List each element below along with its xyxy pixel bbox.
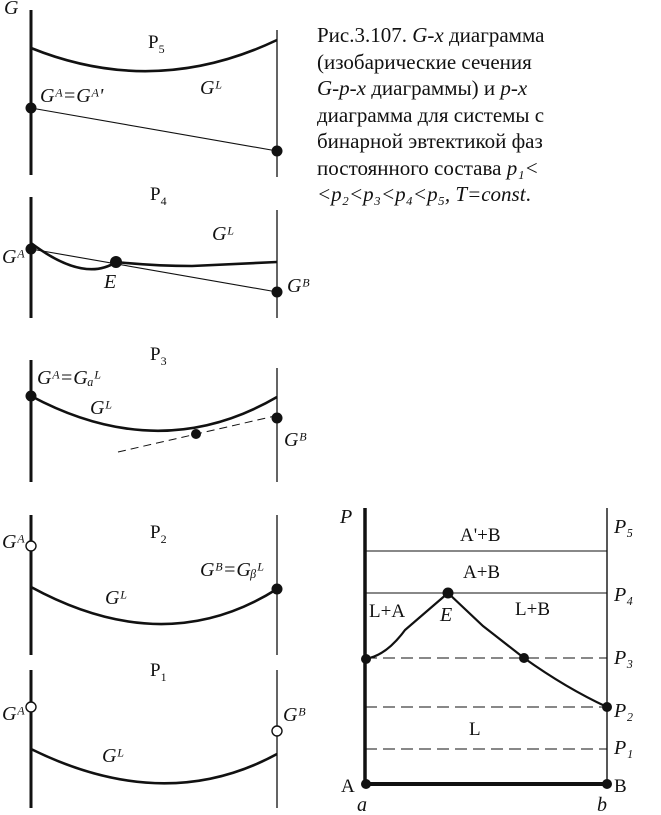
gx-panel-p5	[26, 10, 283, 177]
caption-text-run: Рис.3.107.	[317, 23, 413, 47]
gx-panel-p1	[2, 660, 306, 808]
pressure-label-p1: $P_1$	[150, 660, 167, 684]
liquid-gibbs-curve	[31, 749, 277, 783]
component-label-b: B	[614, 776, 627, 797]
label-ga: Gᴬ	[2, 246, 25, 268]
point-p2-b	[602, 702, 612, 712]
label-gb-equals-gbl: Gᴮ=Gᵦᴸ	[200, 559, 265, 581]
point-p3-liquidus	[519, 653, 529, 663]
right-level-p5: P₅	[614, 516, 634, 538]
point-eutectic	[443, 588, 454, 599]
right-level-p1: P₁	[614, 737, 634, 759]
common-tangent	[31, 249, 277, 292]
label-eutectic-e: E	[440, 604, 453, 626]
caption-text-run: диаграммы) и	[365, 76, 501, 100]
solid-tie-line	[31, 108, 277, 151]
pressure-label-p5: $P_5$	[148, 32, 165, 56]
point-ga	[26, 391, 37, 402]
right-level-p3: P₃	[614, 647, 634, 669]
component-label-a: A	[341, 776, 355, 797]
caption-text-run: бинарной эвтектикой фаз	[317, 129, 543, 153]
composition-label-b: b	[597, 794, 607, 815]
caption-italic-run: p-x	[500, 76, 528, 100]
caption-text-run: (изобарические сечения	[317, 49, 532, 74]
caption-italic-run: p₁<	[506, 155, 539, 180]
label-gl: Gᴸ	[200, 77, 223, 99]
label-ga-equals-gal: Gᴬ=Gₐᴸ	[37, 367, 102, 389]
label-gl: Gᴸ	[105, 587, 128, 609]
px-diagram	[339, 506, 633, 815]
liquid-gibbs-curve	[31, 396, 277, 431]
right-level-p2: P₂	[614, 700, 634, 722]
point-corner-a	[361, 779, 371, 789]
region-label-a-prime-b: A'+B	[460, 525, 501, 546]
point-gb	[272, 413, 283, 424]
pressure-label-p3: $P_3$	[150, 344, 167, 368]
region-label-a-b: A+B	[463, 562, 501, 583]
point-corner-b	[602, 779, 612, 789]
label-gl: Gᴸ	[102, 745, 125, 767]
label-gb: Gᴮ	[287, 275, 310, 297]
label-gb: Gᴮ	[283, 704, 306, 726]
label-gl: Gᴸ	[212, 223, 235, 245]
point-ga	[26, 103, 37, 114]
composition-label-a: a	[357, 794, 367, 815]
point-gb-open	[272, 726, 282, 736]
px-axis-label: P	[340, 506, 353, 528]
point-gb	[272, 287, 283, 298]
pressure-label-p4: $P_4$	[150, 184, 167, 208]
gx-panel-p3	[26, 344, 307, 482]
region-label-l-a: L+A	[369, 601, 406, 622]
region-label-l-b: L+B	[515, 599, 550, 620]
right-level-p4: P₄	[614, 584, 634, 606]
gx-panel-p2	[2, 515, 283, 655]
label-gl: Gᴸ	[90, 397, 113, 419]
point-gb	[272, 584, 283, 595]
axis-label-g: G	[4, 0, 19, 19]
region-label-l: L	[469, 719, 481, 740]
label-ga: Gᴬ	[2, 703, 25, 725]
label-e: E	[104, 271, 117, 293]
label-gb: Gᴮ	[284, 429, 307, 451]
point-tangent	[191, 429, 201, 439]
caption-italic-run: <p₂<p₃<p₄<p₅, T=const	[317, 182, 526, 206]
point-gb	[272, 146, 283, 157]
caption-text-run: диаграмма для системы с	[317, 102, 545, 127]
caption-text-run: .	[525, 182, 531, 206]
point-ga-open	[26, 541, 36, 551]
point-ga	[26, 244, 37, 255]
caption-text-run: постоянного состава	[317, 155, 507, 180]
gx-panel-p4	[2, 184, 310, 318]
caption-italic-run: G-x	[412, 23, 444, 47]
point-ga-open	[26, 702, 36, 712]
point-eutectic	[110, 256, 122, 268]
point-p3-a	[361, 654, 371, 664]
liquid-gibbs-curve	[31, 243, 277, 269]
pressure-label-p2: $P_2$	[150, 522, 167, 546]
label-ga: Gᴬ	[2, 531, 25, 553]
liquid-gibbs-curve	[31, 587, 277, 624]
caption-italic-run: G-p-x	[317, 76, 366, 100]
caption-text-run: диаграмма	[443, 23, 545, 47]
label-ga-equals-ga-prime: Gᴬ=Gᴬ'	[40, 85, 104, 107]
